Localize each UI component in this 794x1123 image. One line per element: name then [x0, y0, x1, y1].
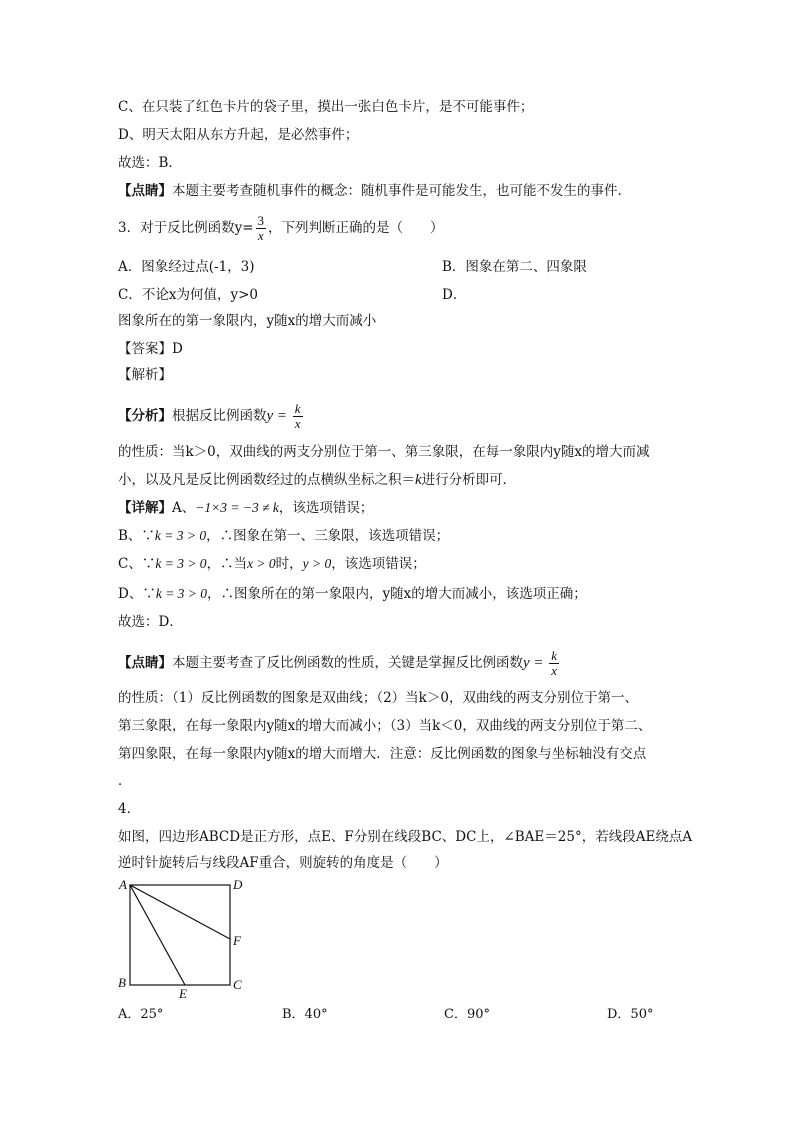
option-c: C．不论x为何值，y>0: [118, 287, 258, 303]
math-expression: x > 0: [247, 556, 276, 571]
text-line: [118, 471, 516, 489]
fenxi-text: 根据反比例函数: [172, 408, 267, 424]
math-y: y: [266, 408, 274, 424]
fraction: [549, 649, 559, 678]
fraction: [256, 214, 267, 243]
dianjing-text: 本题主要考查了反比例函数的性质，关键是掌握反比例函数: [172, 655, 523, 671]
text-line: D、明天太阳从东方升起，是必然事件；: [118, 127, 359, 143]
text-line: ．: [118, 773, 132, 789]
option-c: C．90°: [444, 1007, 490, 1022]
point-label-f: F: [233, 933, 241, 948]
option-b: B．40°: [282, 1007, 328, 1022]
math-expression: −1×3 = −3 ≠ k: [195, 500, 279, 515]
fraction-denominator: x: [294, 416, 301, 431]
dianjing-tag: 【点睛】: [118, 655, 172, 671]
option-d: D．50°: [607, 1007, 654, 1022]
fraction-numerator: 3: [257, 213, 265, 228]
text-line: [118, 585, 587, 603]
text-span: A、: [172, 500, 196, 516]
text-line: [118, 555, 426, 573]
option-d-text: 图象所在的第一象限内，y随x的增大而减小: [118, 313, 377, 329]
fraction: [293, 402, 303, 431]
fenxi-tag: 【分析】: [118, 408, 172, 424]
xiangjie-line: [118, 499, 373, 517]
text-line: 的性质：（1）反比例函数的图象是双曲线；（2）当k＞0，双曲线的两支分别位于第一、: [118, 690, 638, 706]
text-span: 小，以及凡是反比例函数经过的点横纵坐标之积＝: [118, 472, 415, 488]
remark-tag: 【点睛】: [118, 183, 172, 199]
question-4-stem: 如图，四边形ABCD是正方形，点E、F分别在线段BC、DC上，∠BAE＝25°，若线段AE绕点A: [118, 829, 693, 845]
vertex-label-c: C: [233, 977, 242, 992]
remark-line: [118, 182, 631, 200]
square-figure: [112, 874, 252, 1000]
text-line: 故选：B．: [118, 155, 182, 171]
math-expression: y > 0: [302, 556, 332, 571]
text-line: 的性质：当k＞0，双曲线的两支分别位于第一、第三象限，在每一象限内y随x的增大而减: [118, 444, 650, 460]
question-3-stem: [118, 214, 444, 243]
text-line: 故选：D．: [118, 614, 183, 630]
text-span: 时，: [275, 556, 303, 572]
text-line: 第四象限，在每一象限内y随x的增大而增大．注意：反比例函数的图象与坐标轴没有交点: [118, 746, 647, 762]
point-label-e: E: [179, 986, 187, 1000]
xiangjie-tag: 【详解】: [118, 500, 172, 516]
answer-line: 【答案】D: [118, 341, 183, 357]
text-span: B、∵: [118, 528, 155, 544]
vertex-label-d: D: [233, 877, 243, 892]
question-3-prefix: 3．对于反比例函数y=: [118, 220, 254, 236]
dianjing-line: 【点睛】本题主要考查了反比例函数的性质，关键是掌握反比例函数y = $\frac{k}{x}$: [118, 648, 558, 678]
math-expression: k = 3 > 0: [154, 528, 207, 543]
vertex-label-b: B: [118, 975, 126, 990]
square-abcd: [130, 885, 230, 985]
question-4-stem: 逆时针旋转后与线段AF重合，则旋转的角度是（ ）: [118, 855, 448, 871]
question-3-suffix: ，下列判断正确的是（ ）: [268, 220, 444, 236]
fenxi-line: 【分析】根据反比例函数y = $\frac{k}{x}$: [118, 401, 301, 431]
text-span: ，该选项错误；: [278, 500, 374, 516]
text-span: D、∵: [118, 586, 156, 602]
text-line: C、在只装了红色卡片的袋子里，摸出一张白色卡片，是不可能事件；: [118, 99, 534, 115]
math-expression: k = 3 > 0: [155, 556, 207, 571]
question-4-number: 4．: [118, 801, 141, 817]
option-b: B．图象在第二、四象限: [442, 259, 587, 275]
text-line: 第三象限，在每一象限内y随x的增大而减小；（3）当k＜0，双曲线的两支分别位于第二、: [118, 718, 652, 734]
option-a: A．图象经过点(-1，3): [118, 259, 255, 275]
math-expression: k = 3 > 0: [155, 586, 208, 601]
fraction-numerator: k: [294, 401, 301, 416]
text-span: C、∵: [118, 556, 156, 572]
text-span: 进行分析即可．: [421, 472, 517, 488]
text-line: [118, 527, 449, 545]
fraction-denominator: x: [551, 663, 558, 678]
analysis-heading: 【解析】: [118, 367, 172, 383]
option-d: D．: [442, 287, 467, 303]
vertex-label-a: A: [119, 877, 127, 892]
text-span: ，∴图象所在的第一象限内，y随x的增大而减小，该选项正确；: [207, 586, 587, 602]
math-k: k: [415, 472, 422, 488]
remark-text: 本题主要考查随机事件的概念：随机事件是可能发生，也可能不发生的事件．: [172, 183, 631, 199]
fraction-denominator: x: [257, 228, 264, 243]
text-span: ，∴当: [206, 556, 248, 572]
text-span: ，∴图象在第一、三象限，该选项错误；: [206, 528, 450, 544]
text-span: ，该选项错误；: [331, 556, 426, 572]
fraction-numerator: k: [551, 648, 558, 663]
math-y: y: [523, 655, 530, 671]
option-a: A．25°: [118, 1007, 164, 1022]
